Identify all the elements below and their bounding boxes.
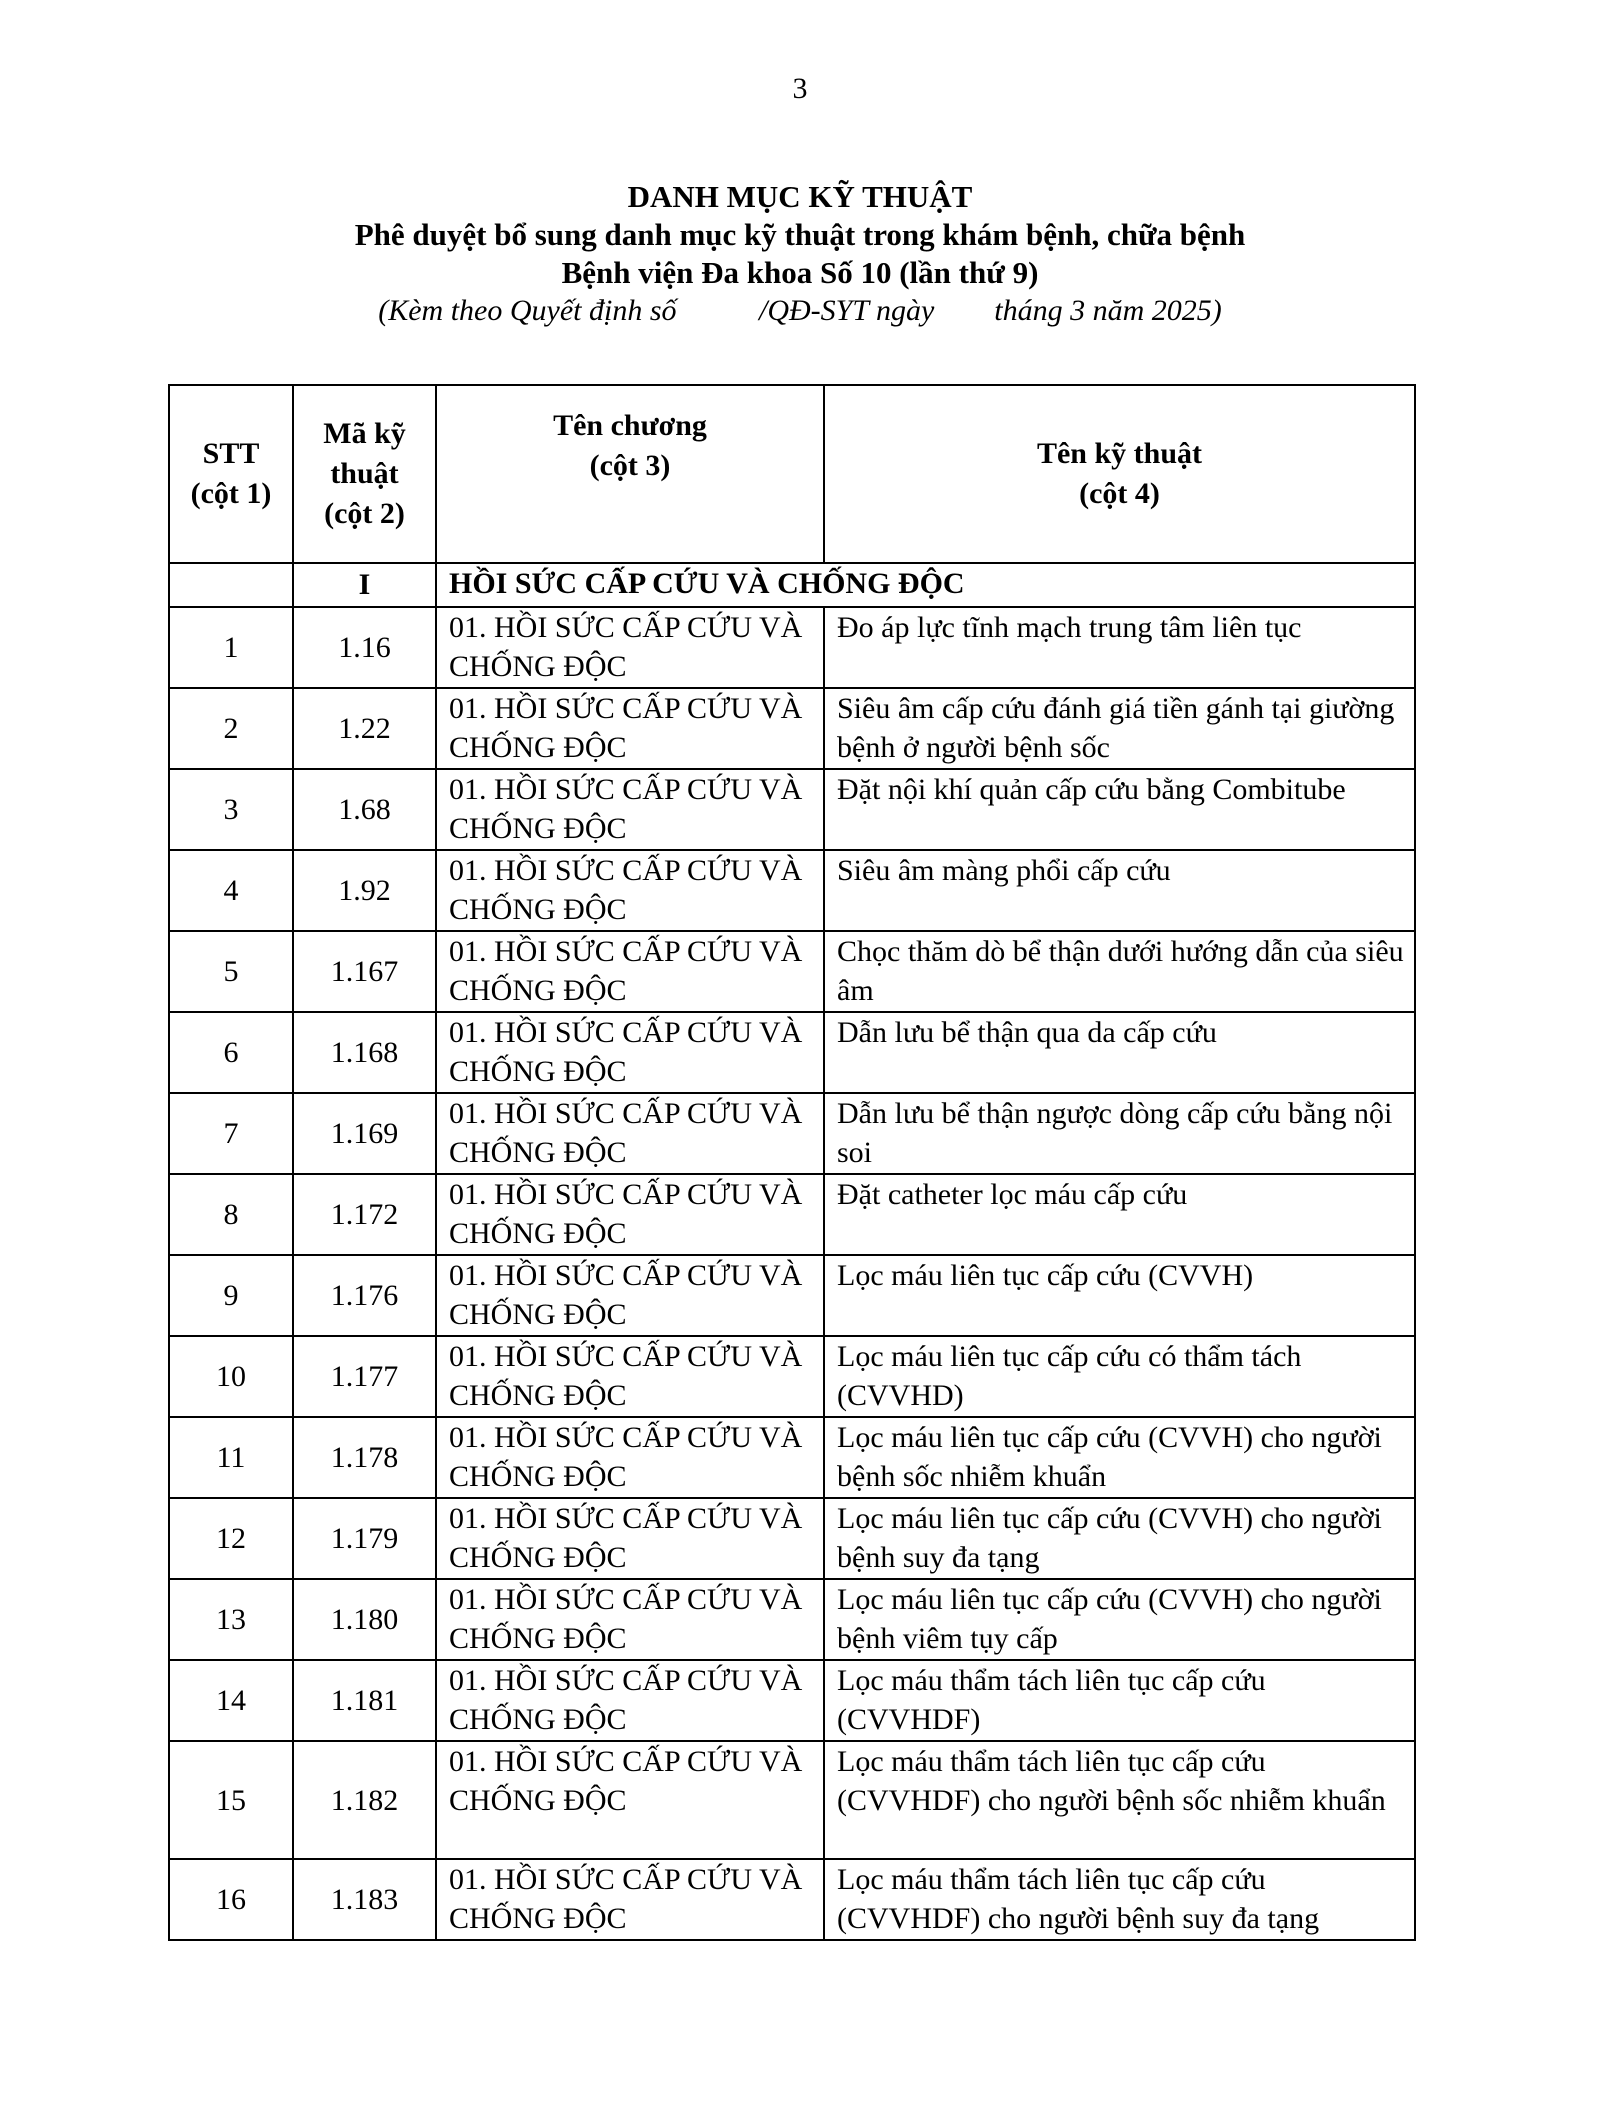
row-stt: 5 [169, 931, 293, 1012]
decision-reference: (Kèm theo Quyết định số /QĐ-SYT ngày tháng 3 năm 2025) [378, 294, 1222, 327]
row-code: 1.182 [293, 1741, 436, 1859]
row-technique: Siêu âm cấp cứu đánh giá tiền gánh tại giường bệnh ở người bệnh sốc [824, 688, 1415, 769]
hospital-name: Bệnh viện Đa khoa Số 10 (lần thứ 9) [561, 255, 1039, 290]
row-stt: 13 [169, 1579, 293, 1660]
row-code: 1.179 [293, 1498, 436, 1579]
row-code: 1.181 [293, 1660, 436, 1741]
row-code: 1.168 [293, 1012, 436, 1093]
row-technique: Lọc máu thẩm tách liên tục cấp cứu (CVVHDF) cho người bệnh sốc nhiễm khuẩn [824, 1741, 1415, 1859]
table-row [169, 769, 1415, 850]
row-code: 1.68 [293, 769, 436, 850]
row-technique: Chọc thăm dò bể thận dưới hướng dẫn của siêu âm [824, 931, 1415, 1012]
row-stt: 6 [169, 1012, 293, 1093]
row-chapter: 01. HỒI SỨC CẤP CỨU VÀ CHỐNG ĐỘC [436, 607, 824, 688]
column-header-technique: Tên kỹ thuật (cột 4) [824, 385, 1415, 563]
row-stt: 7 [169, 1093, 293, 1174]
table-row [169, 607, 1415, 688]
row-chapter: 01. HỒI SỨC CẤP CỨU VÀ CHỐNG ĐỘC [436, 1255, 824, 1336]
table-row [169, 1741, 1415, 1859]
row-code: 1.177 [293, 1336, 436, 1417]
row-stt: 16 [169, 1859, 293, 1940]
row-technique: Lọc máu liên tục cấp cứu (CVVH) cho người bệnh viêm tụy cấp [824, 1579, 1415, 1660]
row-chapter: 01. HỒI SỨC CẤP CỨU VÀ CHỐNG ĐỘC [436, 931, 824, 1012]
row-chapter: 01. HỒI SỨC CẤP CỨU VÀ CHỐNG ĐỘC [436, 688, 824, 769]
page-number: 3 [792, 72, 808, 105]
row-stt: 3 [169, 769, 293, 850]
row-stt: 12 [169, 1498, 293, 1579]
table-row [169, 1255, 1415, 1336]
row-technique: Dẫn lưu bể thận ngược dòng cấp cứu bằng nội soi [824, 1093, 1415, 1174]
table-row [169, 1660, 1415, 1741]
row-technique: Siêu âm màng phổi cấp cứu [824, 850, 1415, 931]
row-code: 1.183 [293, 1859, 436, 1940]
row-chapter: 01. HỒI SỨC CẤP CỨU VÀ CHỐNG ĐỘC [436, 1174, 824, 1255]
column-header-chapter: Tên chương (cột 3) [436, 385, 824, 563]
row-stt: 2 [169, 688, 293, 769]
row-chapter: 01. HỒI SỨC CẤP CỨU VÀ CHỐNG ĐỘC [436, 1660, 824, 1741]
section-row [169, 563, 1415, 607]
section-code: I [293, 563, 436, 607]
section-name: HỒI SỨC CẤP CỨU VÀ CHỐNG ĐỘC [436, 563, 1415, 607]
row-technique: Lọc máu liên tục cấp cứu (CVVH) [824, 1255, 1415, 1336]
document-subtitle: Phê duyệt bổ sung danh mục kỹ thuật trong khám bệnh, chữa bệnh [354, 217, 1246, 252]
row-stt: 1 [169, 607, 293, 688]
row-code: 1.167 [293, 931, 436, 1012]
table-row [169, 1859, 1415, 1940]
row-technique: Đặt nội khí quản cấp cứu bằng Combitube [824, 769, 1415, 850]
table-row [169, 850, 1415, 931]
row-code: 1.22 [293, 688, 436, 769]
document-title: DANH MỤC KỸ THUẬT [627, 179, 973, 214]
table-row [169, 1579, 1415, 1660]
row-technique: Lọc máu liên tục cấp cứu (CVVH) cho người bệnh suy đa tạng [824, 1498, 1415, 1579]
row-stt: 14 [169, 1660, 293, 1741]
row-stt: 4 [169, 850, 293, 931]
row-code: 1.92 [293, 850, 436, 931]
row-stt: 15 [169, 1741, 293, 1859]
row-technique: Đặt catheter lọc máu cấp cứu [824, 1174, 1415, 1255]
row-code: 1.172 [293, 1174, 436, 1255]
row-chapter: 01. HỒI SỨC CẤP CỨU VÀ CHỐNG ĐỘC [436, 1741, 824, 1859]
table-row [169, 931, 1415, 1012]
column-header-stt: STT (cột 1) [169, 385, 293, 563]
row-code: 1.178 [293, 1417, 436, 1498]
table-row [169, 1093, 1415, 1174]
row-technique: Lọc máu thẩm tách liên tục cấp cứu (CVVHDF) cho người bệnh suy đa tạng [824, 1859, 1415, 1940]
row-technique: Lọc máu liên tục cấp cứu có thẩm tách (CVVHD) [824, 1336, 1415, 1417]
document-header [0, 178, 1600, 330]
row-code: 1.176 [293, 1255, 436, 1336]
row-chapter: 01. HỒI SỨC CẤP CỨU VÀ CHỐNG ĐỘC [436, 1859, 824, 1940]
row-technique: Đo áp lực tĩnh mạch trung tâm liên tục [824, 607, 1415, 688]
row-stt: 10 [169, 1336, 293, 1417]
row-code: 1.16 [293, 607, 436, 688]
row-code: 1.180 [293, 1579, 436, 1660]
row-chapter: 01. HỒI SỨC CẤP CỨU VÀ CHỐNG ĐỘC [436, 850, 824, 931]
row-chapter: 01. HỒI SỨC CẤP CỨU VÀ CHỐNG ĐỘC [436, 1336, 824, 1417]
row-chapter: 01. HỒI SỨC CẤP CỨU VÀ CHỐNG ĐỘC [436, 1498, 824, 1579]
table-row [169, 1174, 1415, 1255]
row-technique: Lọc máu liên tục cấp cứu (CVVH) cho người bệnh sốc nhiễm khuẩn [824, 1417, 1415, 1498]
table-row [169, 1417, 1415, 1498]
row-chapter: 01. HỒI SỨC CẤP CỨU VÀ CHỐNG ĐỘC [436, 1093, 824, 1174]
table-row [169, 688, 1415, 769]
row-chapter: 01. HỒI SỨC CẤP CỨU VÀ CHỐNG ĐỘC [436, 1012, 824, 1093]
row-stt: 9 [169, 1255, 293, 1336]
row-chapter: 01. HỒI SỨC CẤP CỨU VÀ CHỐNG ĐỘC [436, 769, 824, 850]
row-chapter: 01. HỒI SỨC CẤP CỨU VÀ CHỐNG ĐỘC [436, 1417, 824, 1498]
row-stt: 8 [169, 1174, 293, 1255]
row-stt: 11 [169, 1417, 293, 1498]
technique-table [168, 384, 1416, 1941]
row-technique: Dẫn lưu bể thận qua da cấp cứu [824, 1012, 1415, 1093]
table-header-row [169, 385, 1415, 563]
section-stt [169, 563, 293, 607]
table-row [169, 1336, 1415, 1417]
row-chapter: 01. HỒI SỨC CẤP CỨU VÀ CHỐNG ĐỘC [436, 1579, 824, 1660]
table-row [169, 1012, 1415, 1093]
row-technique: Lọc máu thẩm tách liên tục cấp cứu (CVVHDF) [824, 1660, 1415, 1741]
row-code: 1.169 [293, 1093, 436, 1174]
table-row [169, 1498, 1415, 1579]
column-header-code: Mã kỹ thuật (cột 2) [293, 385, 436, 563]
